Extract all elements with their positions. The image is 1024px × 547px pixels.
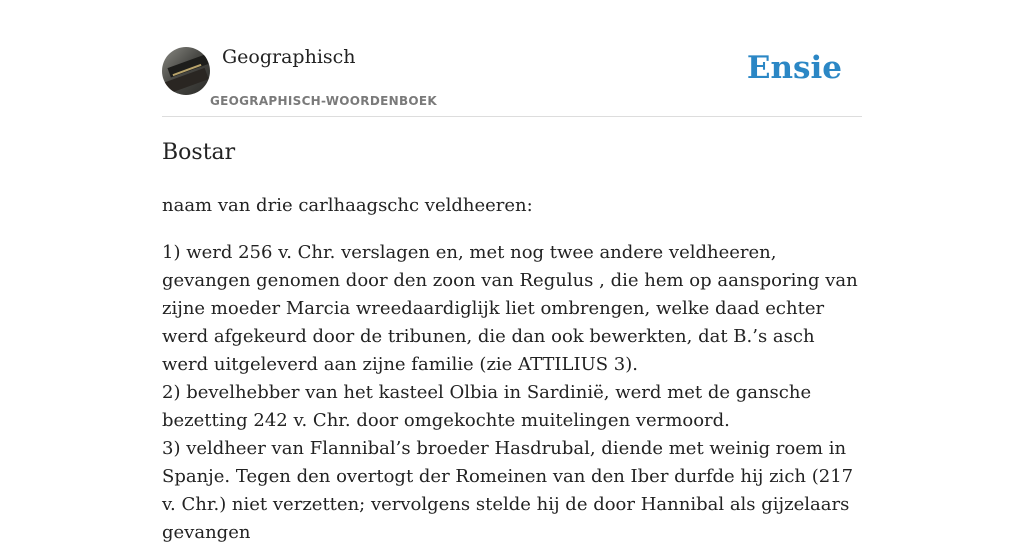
entry-body: 1) werd 256 v. Chr. verslagen en, met nog twee andere veldheeren, gevangen genomen door den zoon van Regulus , die hem op aansporing van zijne moeder Marcia wreedaardiglijk liet ombrengen, welke daad echter werd afgekeurd door de tribunen, die dan ook bewerkten, dat B.’s asch werd uitgeleverd aan zijne familie (zie ATTILIUS 3). 2) bevelhebber van het kasteel Olbia in Sardinië, werd met de gansche bezetting 242 v. Chr. door omgekochte muitelingen vermoord. 3) veldheer van Flannibal’s broeder Hasdrubal, diende met weinig roem in Spanje. Tegen den overtogt der Romeinen van den Iber durfde hij zich (217 v. Chr.) niet verzetten; vervolgens stelde hij de door Hannibal als gijzelaars gevangen	[162, 242, 858, 543]
entry-intro: naam van drie carlhaagschc veldheeren:	[162, 195, 533, 216]
entry-title: Bostar	[162, 140, 236, 165]
page-container	[162, 0, 862, 543]
ensie-logo-link[interactable]: Ensie	[746, 50, 842, 86]
dictionary-title-link[interactable]: Geographisch	[222, 46, 356, 68]
dictionary-header	[162, 0, 862, 117]
dictionary-slug-link[interactable]: GEOGRAPHISCH-WOORDENBOEK	[210, 94, 437, 108]
dictionary-avatar[interactable]	[162, 47, 210, 95]
